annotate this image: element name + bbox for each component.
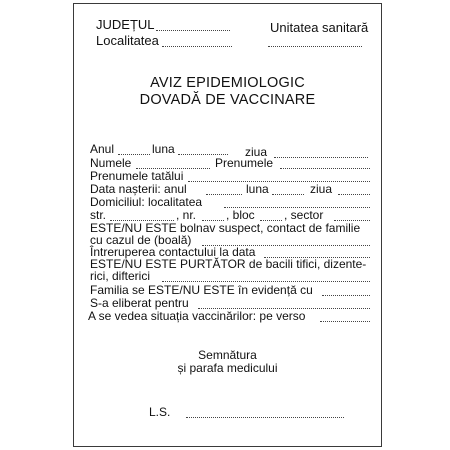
birth-day-label: ziua — [310, 182, 333, 196]
year-label: Anul — [90, 142, 115, 156]
family-record-label: Familia se ESTE/NU ESTE în evidență cu — [90, 283, 313, 297]
suspect-status-line1: ESTE/NU ESTE bolnav suspect, contact de familie — [90, 221, 361, 235]
surname-label: Numele — [90, 156, 132, 170]
health-unit-label: Unitatea sanitară — [270, 20, 369, 35]
number-label: , nr. — [176, 208, 197, 222]
birth-month-label: luna — [246, 182, 269, 196]
father-name-label: Prenumele tatălui — [90, 169, 184, 183]
certificate-form — [73, 3, 382, 447]
day-label: ziua — [245, 145, 268, 159]
first-name-field[interactable] — [280, 168, 370, 169]
birth-month-field[interactable] — [272, 194, 304, 195]
seal-label: L.S. — [149, 405, 171, 419]
vaccination-note-field[interactable] — [320, 321, 370, 322]
month-field[interactable] — [178, 154, 228, 155]
document-subtitle: DOVADĂ DE VACCINARE — [139, 92, 316, 108]
block-label: , bloc — [226, 208, 255, 222]
seal-field[interactable] — [186, 417, 344, 418]
father-name-field[interactable] — [188, 181, 370, 182]
county-label: JUDEȚUL — [96, 17, 155, 32]
document-title: AVIZ EPIDEMIOLOGIC — [150, 75, 305, 91]
first-name-label: Prenumele — [215, 156, 274, 170]
domicile-label: Domiciliul: localitatea — [90, 195, 203, 209]
birth-year-label: Data nașterii: anul — [90, 182, 187, 196]
birth-year-field[interactable] — [206, 194, 242, 195]
sector-label: , sector — [284, 208, 324, 222]
year-field[interactable] — [118, 154, 150, 155]
health-unit-field[interactable] — [268, 46, 362, 47]
family-record-field[interactable] — [322, 295, 370, 296]
carrier-status-line1: ESTE/NU ESTE PURTĂTOR de bacili tifici, dizente- — [90, 257, 367, 271]
locality-label: Localitatea — [96, 33, 159, 48]
locality-field[interactable] — [162, 46, 232, 47]
vaccination-note: A se vedea situația vaccinărilor: pe verso — [88, 309, 306, 323]
issued-for-label: S-a eliberat pentru — [90, 296, 189, 310]
month-label: luna — [152, 142, 175, 156]
carrier-field[interactable] — [162, 281, 370, 282]
suspect-status-line2: cu cazul de (boală) — [90, 233, 192, 247]
county-field[interactable] — [156, 30, 230, 31]
contact-interruption-label: Întreruperea contactului la data — [90, 245, 256, 259]
day-field[interactable] — [274, 157, 368, 158]
signature-label: Semnătura — [198, 348, 257, 362]
birth-day-field[interactable] — [338, 194, 370, 195]
carrier-status-line2: rici, difterici — [90, 269, 151, 283]
doctor-stamp-label: și parafa medicului — [177, 361, 278, 375]
street-label: str. — [90, 208, 107, 222]
